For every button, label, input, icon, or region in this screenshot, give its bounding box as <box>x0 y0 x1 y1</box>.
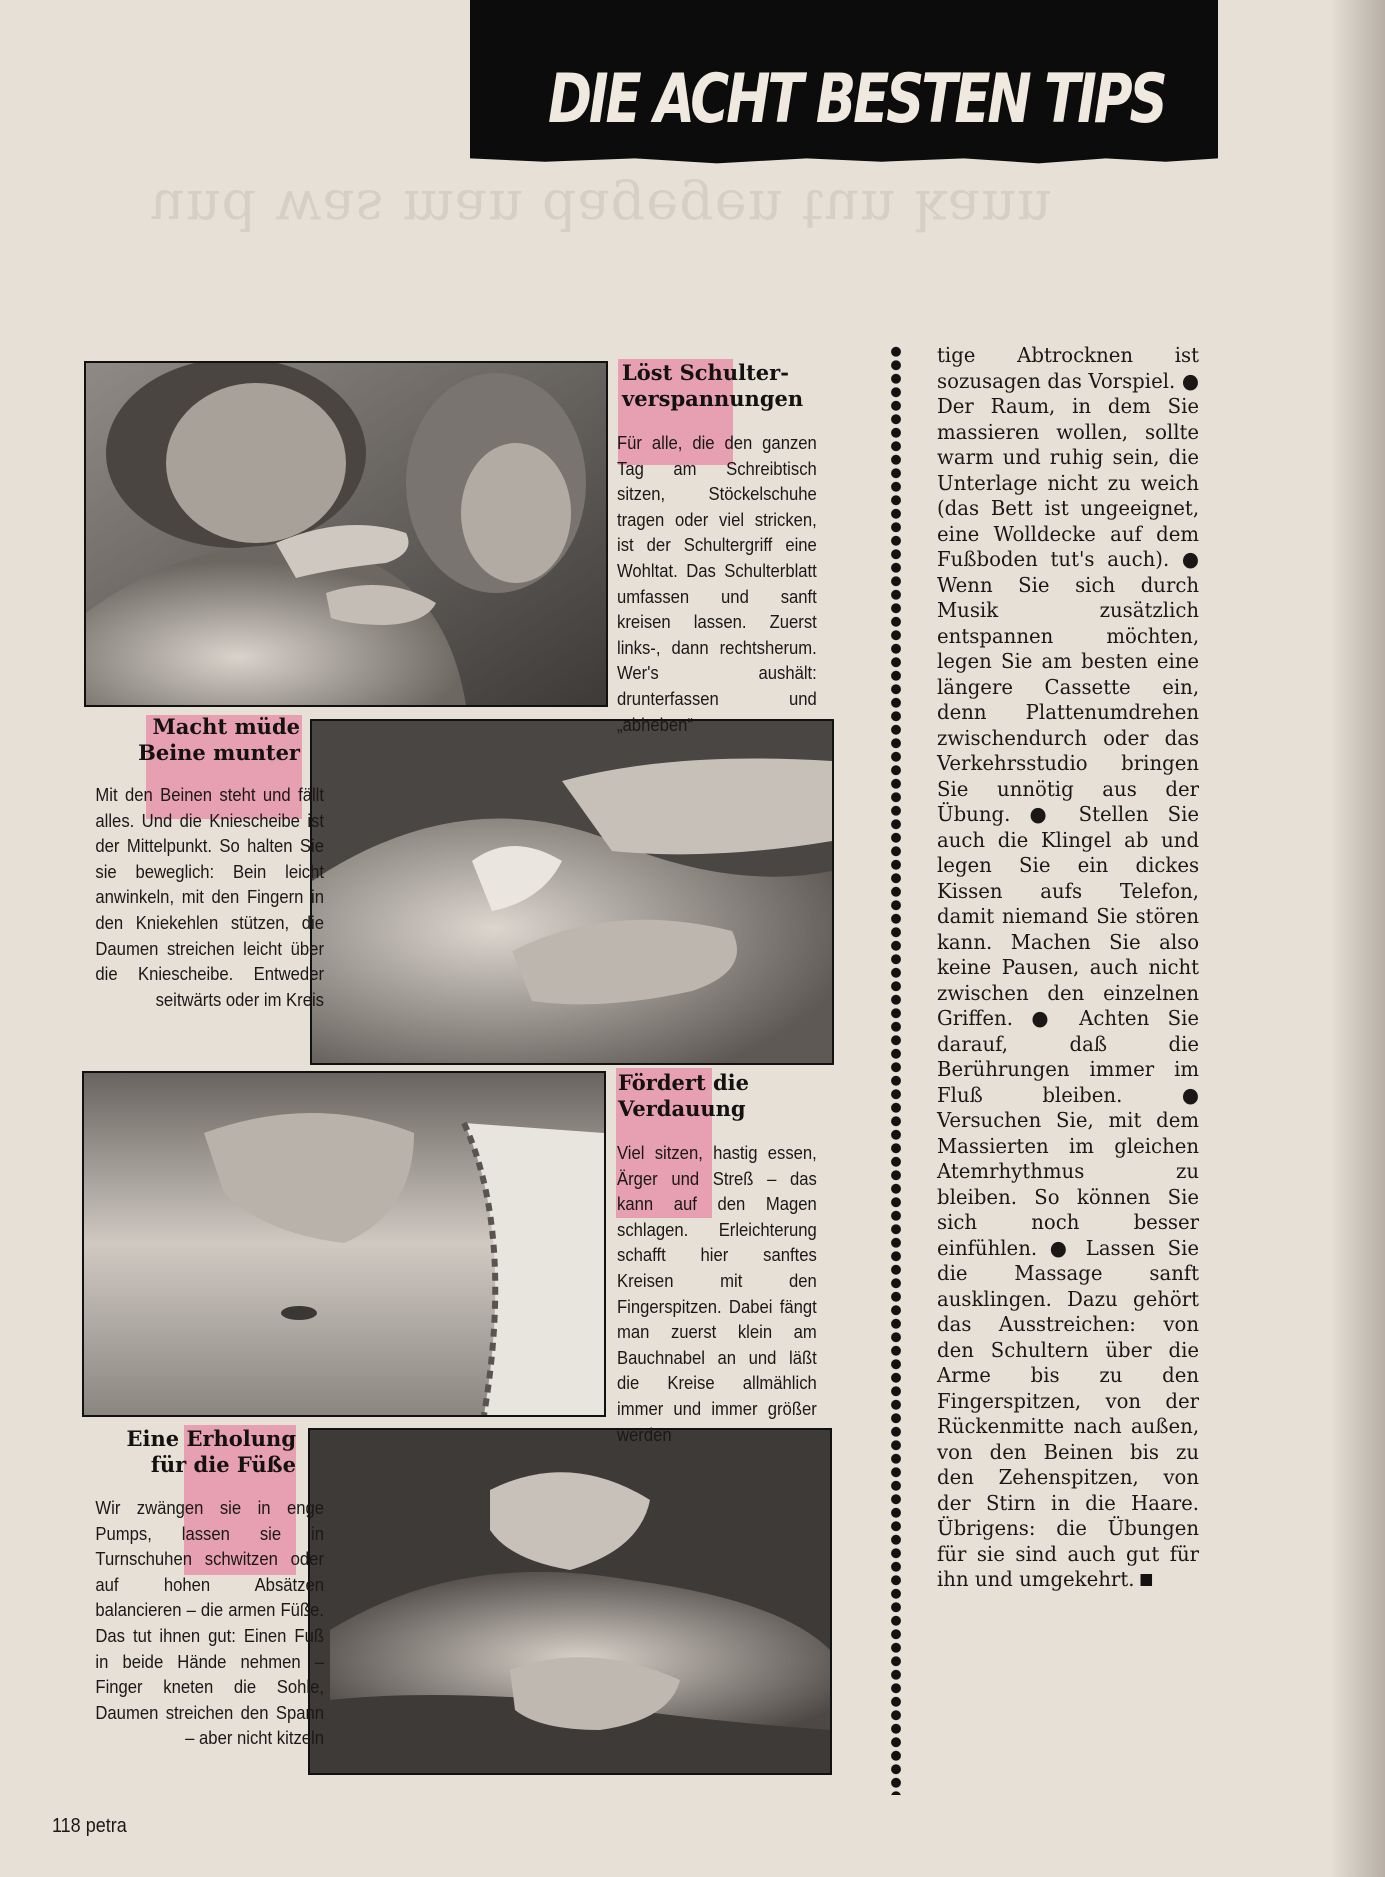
dotted-column-divider <box>889 345 903 1795</box>
page-title: DIE ACHT BESTEN TIPS <box>548 60 1165 139</box>
tip-text-digestion: Viel sitzen, hastig essen, Ärger und Streß – das kann auf den Magen schlagen. Erleichterung schafft hier sanftes Kreisen mit den Fingerspitzen. Dabei fängt man zuerst klein am Bauchnabel an und läßt die Kreise allmählich immer und immer größer werden <box>617 1142 817 1445</box>
tip-text-feet: Wir zwängen sie in enge Pumps, lassen sie in Turnschuhen schwitzen oder auf hohen Absätzen balancieren – die armen Füße. Das tut ihnen gut: Einen Fuß in beide Hände nehmen – Finger kneten die Sohle, Daumen streichen den Spann – aber nicht kitzeln <box>95 1497 324 1749</box>
tip-text-legs: Mit den Beinen steht und fällt alles. Und die Kniescheibe ist der Mittelpunkt. So halten Sie sie beweglich: Bein leicht anwinkeln, mit den Fingern in den Kniekehlen stützen, die Daumen streichen leicht über die Kniescheibe. Entweder seitwärts oder im Kreis <box>95 784 324 1010</box>
tip-title-legs: Macht müde Beine munter <box>138 714 300 765</box>
photo-belly-massage <box>82 1071 606 1417</box>
tip-title-shoulders: Löst Schulter-verspannungen <box>622 360 804 411</box>
page-footer: 118 petra <box>52 1815 127 1837</box>
body-column-text: tige Abtrocknen ist sozusagen das Vorspiel. ● Der Raum, in dem Sie massieren wollen, sollte warm und ruhig sein, die Unterlage nicht zu weich (das Bett ist ungeeignet, eine Wolldecke auf dem Fußboden tut's auch). ● Wenn Sie sich durch Musik zusätzlich entspannen möchten, legen Sie am besten eine längere Cassette ein, denn Plattenumdrehen zwischendurch oder das Verkehrsstudio bringen Sie unnötig aus der Übung. ● Stellen Sie auch die Klingel ab und legen Sie ein dickes Kissen aufs Telefon, damit niemand Sie stören kann. Machen Sie also keine Pausen, auch nicht zwischen den einzelnen Griffen. ● Achten Sie darauf, daß die Berührungen immer im Fluß bleiben. ● Versuchen Sie, mit dem Massierten im gleichen Atemrhythmus zu bleiben. So können Sie sich noch besser einfühlen. ● Lassen Sie die Massage sanft ausklingen. Dazu gehört das Ausstreichen: von den Schultern über die Arme bis zu den Fingerspitzen, von der Rückenmitte nach außen, von den Beinen bis zu den Zehenspitzen, von der Stirn in die Haare. Übrigens: die Übungen für sie sind auch gut für ihn und umgekehrt. <box>937 343 1200 1591</box>
tip-title-feet: Eine Erholung für die Füße <box>126 1426 296 1477</box>
photo-knee-massage <box>310 719 834 1065</box>
show-through-text: und was man dagegen tun kann <box>150 178 1053 241</box>
tip-text-shoulders: Für alle, die den ganzen Tag am Schreibtisch sitzen, Stöckelschuhe tragen oder viel stricken, ist der Schultergriff eine Wohltat. Das Schulterblatt umfassen und sanft kreisen lassen. Zuerst links-, dann rechtsherum. Wer's aushält: drunterfassen und „abheben“ <box>617 432 817 735</box>
end-mark-icon <box>1140 1574 1152 1586</box>
tip-title-digestion: Fördert die Verdauung <box>618 1070 749 1121</box>
photo-foot-massage <box>308 1428 832 1775</box>
photo-shoulder-massage <box>84 361 608 707</box>
body-column <box>937 343 1199 1593</box>
page-edge-shadow <box>1330 0 1385 1877</box>
